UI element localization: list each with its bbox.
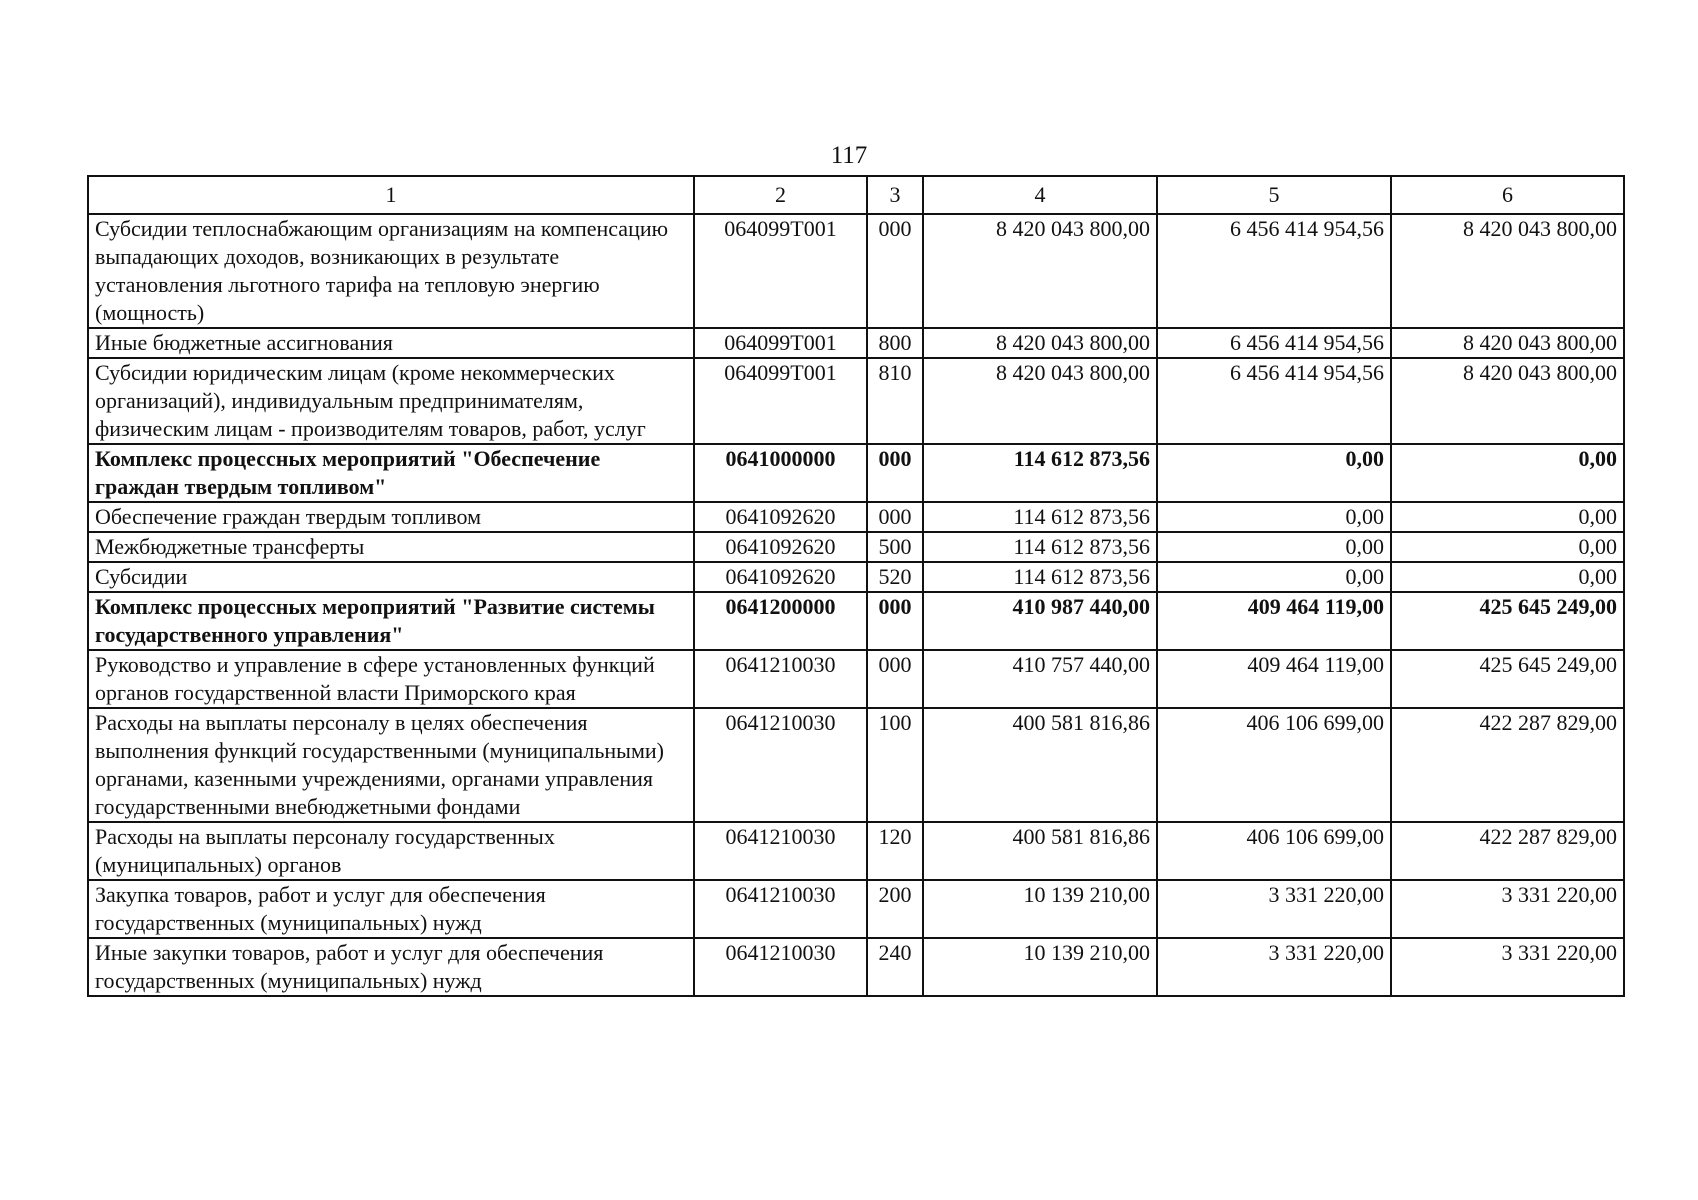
row-amount-col5: 6 456 414 954,56 bbox=[1157, 214, 1391, 328]
row-amount-col6: 8 420 043 800,00 bbox=[1391, 214, 1624, 328]
row-amount-col4: 410 757 440,00 bbox=[923, 650, 1157, 708]
row-expense-type: 240 bbox=[867, 938, 923, 996]
row-name: Расходы на выплаты персоналу государственных (муниципальных) органов bbox=[88, 822, 694, 880]
page-number: 117 bbox=[830, 142, 868, 169]
row-code: 0641210030 bbox=[694, 650, 867, 708]
row-amount-col6: 425 645 249,00 bbox=[1391, 592, 1624, 650]
row-amount-col6: 8 420 043 800,00 bbox=[1391, 358, 1624, 444]
row-code: 0641210030 bbox=[694, 938, 867, 996]
row-expense-type: 200 bbox=[867, 880, 923, 938]
header-row bbox=[88, 176, 1624, 214]
row-expense-type: 000 bbox=[867, 214, 923, 328]
row-name: Иные закупки товаров, работ и услуг для обеспечения государственных (муниципальных) нужд bbox=[88, 938, 694, 996]
row-expense-type: 520 bbox=[867, 562, 923, 592]
row-amount-col4: 114 612 873,56 bbox=[923, 532, 1157, 562]
row-amount-col6: 422 287 829,00 bbox=[1391, 822, 1624, 880]
row-name: Субсидии теплоснабжающим организациям на компенсацию выпадающих доходов, возникающих в результате установления льготного тарифа на тепловую энергию (мощность) bbox=[88, 214, 694, 328]
row-name: Субсидии юридическим лицам (кроме некоммерческих организаций), индивидуальным предпринимателям, физическим лицам - производителям товаров, работ, услуг bbox=[88, 358, 694, 444]
row-name: Комплекс процессных мероприятий "Обеспечение граждан твердым топливом" bbox=[88, 444, 694, 502]
row-name: Расходы на выплаты персоналу в целях обеспечения выполнения функций государственными (муниципальными) органами, казенными учреждениями, органами управления государственными внебюджетными фондами bbox=[88, 708, 694, 822]
row-name: Руководство и управление в сфере установленных функций органов государственной власти Приморского края bbox=[88, 650, 694, 708]
row-amount-col5: 0,00 bbox=[1157, 532, 1391, 562]
column-header-2: 2 bbox=[694, 176, 867, 214]
row-amount-col5: 409 464 119,00 bbox=[1157, 650, 1391, 708]
row-amount-col6: 3 331 220,00 bbox=[1391, 938, 1624, 996]
row-amount-col6: 425 645 249,00 bbox=[1391, 650, 1624, 708]
column-header-5: 5 bbox=[1157, 176, 1391, 214]
row-amount-col4: 114 612 873,56 bbox=[923, 444, 1157, 502]
row-expense-type: 000 bbox=[867, 650, 923, 708]
row-amount-col6: 3 331 220,00 bbox=[1391, 880, 1624, 938]
table-row bbox=[88, 444, 1624, 502]
table-row bbox=[88, 358, 1624, 444]
row-amount-col5: 3 331 220,00 bbox=[1157, 938, 1391, 996]
table-row bbox=[88, 592, 1624, 650]
row-expense-type: 000 bbox=[867, 444, 923, 502]
row-expense-type: 100 bbox=[867, 708, 923, 822]
row-code: 0641200000 bbox=[694, 592, 867, 650]
row-amount-col4: 410 987 440,00 bbox=[923, 592, 1157, 650]
row-amount-col5: 6 456 414 954,56 bbox=[1157, 328, 1391, 358]
row-amount-col4: 10 139 210,00 bbox=[923, 938, 1157, 996]
row-code: 0641210030 bbox=[694, 822, 867, 880]
table-row bbox=[88, 938, 1624, 996]
row-amount-col6: 0,00 bbox=[1391, 562, 1624, 592]
column-header-4: 4 bbox=[923, 176, 1157, 214]
row-amount-col5: 0,00 bbox=[1157, 502, 1391, 532]
row-name: Комплекс процессных мероприятий "Развитие системы государственного управления" bbox=[88, 592, 694, 650]
row-name: Иные бюджетные ассигнования bbox=[88, 328, 694, 358]
row-code: 0641092620 bbox=[694, 532, 867, 562]
row-code: 0641210030 bbox=[694, 880, 867, 938]
table-row bbox=[88, 214, 1624, 328]
row-code: 0641092620 bbox=[694, 502, 867, 532]
row-amount-col4: 8 420 043 800,00 bbox=[923, 214, 1157, 328]
row-code: 064099Т001 bbox=[694, 358, 867, 444]
row-expense-type: 500 bbox=[867, 532, 923, 562]
row-name: Субсидии bbox=[88, 562, 694, 592]
table-row bbox=[88, 880, 1624, 938]
table-row bbox=[88, 822, 1624, 880]
table-body bbox=[88, 214, 1624, 996]
row-amount-col5: 409 464 119,00 bbox=[1157, 592, 1391, 650]
table-row bbox=[88, 650, 1624, 708]
row-expense-type: 120 bbox=[867, 822, 923, 880]
row-amount-col6: 0,00 bbox=[1391, 444, 1624, 502]
row-expense-type: 800 bbox=[867, 328, 923, 358]
budget-table bbox=[87, 175, 1625, 997]
row-amount-col4: 400 581 816,86 bbox=[923, 708, 1157, 822]
row-amount-col4: 400 581 816,86 bbox=[923, 822, 1157, 880]
row-amount-col5: 406 106 699,00 bbox=[1157, 708, 1391, 822]
row-amount-col5: 0,00 bbox=[1157, 562, 1391, 592]
row-code: 064099Т001 bbox=[694, 214, 867, 328]
row-name: Обеспечение граждан твердым топливом bbox=[88, 502, 694, 532]
row-amount-col6: 0,00 bbox=[1391, 502, 1624, 532]
row-amount-col4: 114 612 873,56 bbox=[923, 502, 1157, 532]
row-expense-type: 810 bbox=[867, 358, 923, 444]
row-amount-col5: 3 331 220,00 bbox=[1157, 880, 1391, 938]
table-row bbox=[88, 562, 1624, 592]
row-amount-col4: 8 420 043 800,00 bbox=[923, 358, 1157, 444]
row-amount-col4: 10 139 210,00 bbox=[923, 880, 1157, 938]
table-row bbox=[88, 532, 1624, 562]
row-expense-type: 000 bbox=[867, 502, 923, 532]
row-amount-col6: 422 287 829,00 bbox=[1391, 708, 1624, 822]
row-code: 064099Т001 bbox=[694, 328, 867, 358]
row-amount-col5: 6 456 414 954,56 bbox=[1157, 358, 1391, 444]
table-row bbox=[88, 502, 1624, 532]
row-amount-col4: 114 612 873,56 bbox=[923, 562, 1157, 592]
table-row bbox=[88, 708, 1624, 822]
row-amount-col6: 8 420 043 800,00 bbox=[1391, 328, 1624, 358]
row-name: Закупка товаров, работ и услуг для обеспечения государственных (муниципальных) нужд bbox=[88, 880, 694, 938]
row-amount-col4: 8 420 043 800,00 bbox=[923, 328, 1157, 358]
row-amount-col5: 0,00 bbox=[1157, 444, 1391, 502]
row-code: 0641210030 bbox=[694, 708, 867, 822]
row-amount-col6: 0,00 bbox=[1391, 532, 1624, 562]
row-amount-col5: 406 106 699,00 bbox=[1157, 822, 1391, 880]
table-row bbox=[88, 328, 1624, 358]
row-name: Межбюджетные трансферты bbox=[88, 532, 694, 562]
row-expense-type: 000 bbox=[867, 592, 923, 650]
column-header-3: 3 bbox=[867, 176, 923, 214]
column-header-6: 6 bbox=[1391, 176, 1624, 214]
column-header-1: 1 bbox=[88, 176, 694, 214]
row-code: 0641000000 bbox=[694, 444, 867, 502]
row-code: 0641092620 bbox=[694, 562, 867, 592]
